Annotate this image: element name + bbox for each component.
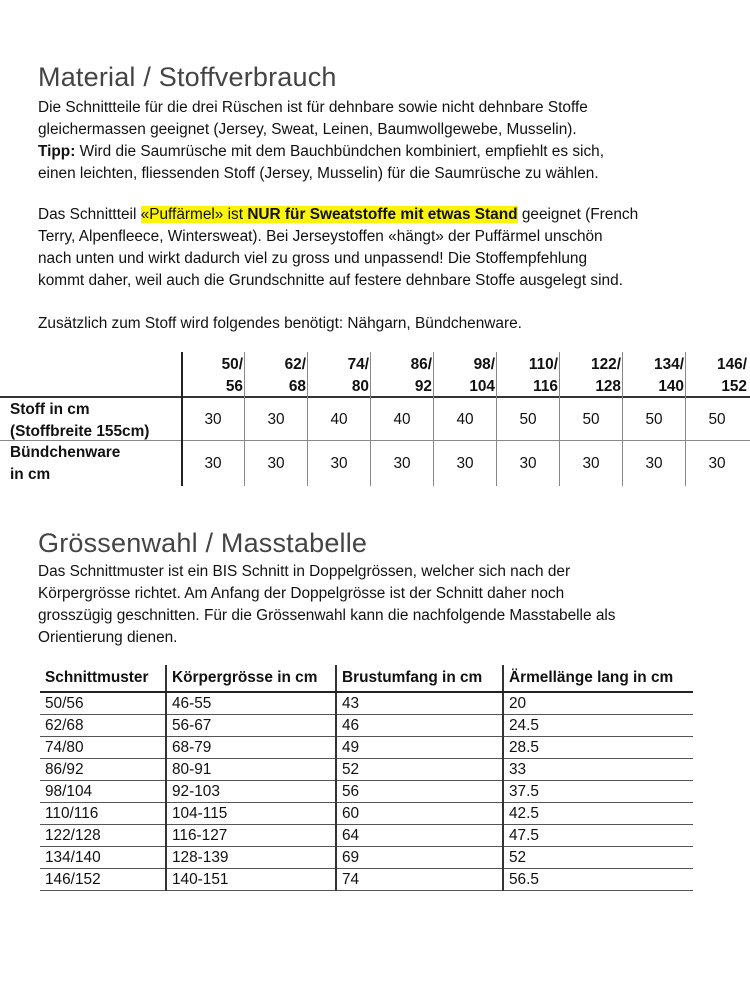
column-header: Schnittmuster xyxy=(40,665,166,692)
table-cell: 24.5 xyxy=(503,715,693,737)
table-cell: 98/104 xyxy=(40,781,166,803)
text-line: Orientierung dienen. xyxy=(38,629,178,646)
text-line: gleichermassen geeignet (Jersey, Sweat, Leinen, Baumwollgewebe, Musselin). xyxy=(38,121,577,138)
table-cell: 52 xyxy=(503,847,693,869)
sizes-paragraph xyxy=(38,561,616,649)
table-cell: 49 xyxy=(336,737,503,759)
size-column-header: 122/ 128 xyxy=(591,356,621,395)
size-column-header: 86/ 92 xyxy=(410,356,432,395)
text-suffix: geeignet (French xyxy=(517,206,639,223)
table-cell: 20 xyxy=(503,692,693,715)
table-cell: 30 xyxy=(582,455,600,472)
text-line: grosszügig geschnitten. Für die Grössenwahl kann die nachfolgende Masstabelle als xyxy=(38,607,616,624)
table-cell: 50/56 xyxy=(40,692,166,715)
table-cell: 92-103 xyxy=(166,781,336,803)
size-column-header: 50/ 56 xyxy=(221,356,243,395)
text-line: nach unten und wirkt dadurch viel zu gross und unpassend! Die Stoffempfehlung xyxy=(38,250,587,267)
table-cell: 56 xyxy=(336,781,503,803)
table-cell: 60 xyxy=(336,803,503,825)
table-cell: 30 xyxy=(204,411,222,428)
text-line: einen leichten, fliessenden Stoff (Jersey, Musselin) für die Saumrüsche zu wählen. xyxy=(38,165,599,182)
column-header: Ärmellänge lang in cm xyxy=(503,665,693,692)
table-row xyxy=(40,759,693,781)
tip-text: Wird die Saumrüsche mit dem Bauchbündchen kombiniert, empfiehlt es sich, xyxy=(75,143,604,160)
size-column-header: 98/ 104 xyxy=(469,356,495,395)
table-cell: 46 xyxy=(336,715,503,737)
table-header-row xyxy=(40,665,693,692)
table-cell: 50 xyxy=(519,411,537,428)
table-cell: 110/116 xyxy=(40,803,166,825)
table-cell: 128-139 xyxy=(166,847,336,869)
table-cell: 47.5 xyxy=(503,825,693,847)
text-line: Zusätzlich zum Stoff wird folgendes benötigt: Nähgarn, Bündchenware. xyxy=(38,315,522,332)
table-row xyxy=(40,781,693,803)
tip-label: Tipp: xyxy=(38,143,76,160)
highlight-text xyxy=(141,206,518,223)
size-column-header: 74/ 80 xyxy=(347,356,369,395)
table-cell: 40 xyxy=(393,411,411,428)
tip-line xyxy=(38,141,604,163)
text-prefix: Das Schnittteil xyxy=(38,206,141,223)
material-heading: Material / Stoffverbrauch xyxy=(38,62,337,92)
table-cell: 56.5 xyxy=(503,869,693,891)
text-line: Das Schnittmuster ist ein BIS Schnitt in Doppelgrössen, welcher sich nach der xyxy=(38,563,571,580)
table-cell: 30 xyxy=(456,455,474,472)
text-line: Körpergrösse richtet. Am Anfang der Doppelgrösse ist der Schnitt daher noch xyxy=(38,585,565,602)
table-cell: 68-79 xyxy=(166,737,336,759)
table-cell: 40 xyxy=(456,411,474,428)
table-row xyxy=(40,692,693,715)
table-cell: 33 xyxy=(503,759,693,781)
table-cell: 86/92 xyxy=(40,759,166,781)
row-label-ribbing: Bündchenware in cm xyxy=(10,444,121,483)
table-cell: 52 xyxy=(336,759,503,781)
table-row xyxy=(40,715,693,737)
table-cell: 30 xyxy=(708,455,726,472)
material-paragraph-3 xyxy=(38,313,522,335)
table-cell: 30 xyxy=(267,455,285,472)
size-column-header: 146/ 152 xyxy=(717,356,747,395)
table-cell: 140-151 xyxy=(166,869,336,891)
table-cell: 134/140 xyxy=(40,847,166,869)
table-cell: 122/128 xyxy=(40,825,166,847)
table-cell: 146/152 xyxy=(40,869,166,891)
measurement-table xyxy=(40,665,693,891)
material-paragraph-1 xyxy=(38,97,604,185)
table-cell: 30 xyxy=(330,455,348,472)
table-cell: 69 xyxy=(336,847,503,869)
text-line: kommt daher, weil auch die Grundschnitte auf festere dehnbare Stoffe ausgelegt sind. xyxy=(38,272,623,289)
highlight-normal: «Puffärmel» ist xyxy=(140,206,248,223)
table-cell: 116-127 xyxy=(166,825,336,847)
table-cell: 74 xyxy=(336,869,503,891)
text-line: Terry, Alpenfleece, Wintersweat). Bei Jerseystoffen «hängt» der Puffärmel unschön xyxy=(38,228,603,245)
table-row xyxy=(40,803,693,825)
table-row xyxy=(40,737,693,759)
size-column-header: 134/ 140 xyxy=(654,356,684,395)
fabric-consumption-table xyxy=(0,352,750,488)
table-cell: 43 xyxy=(336,692,503,715)
table-cell: 30 xyxy=(204,455,222,472)
column-header: Brustumfang in cm xyxy=(336,665,503,692)
highlight-bold: NUR für Sweatstoffe mit etwas Stand xyxy=(247,206,518,223)
table-cell: 50 xyxy=(582,411,600,428)
table-cell: 30 xyxy=(267,411,285,428)
table-cell: 64 xyxy=(336,825,503,847)
table-row xyxy=(40,847,693,869)
table-cell: 37.5 xyxy=(503,781,693,803)
table-cell: 80-91 xyxy=(166,759,336,781)
table-cell: 28.5 xyxy=(503,737,693,759)
table-cell: 30 xyxy=(519,455,537,472)
table-cell: 40 xyxy=(330,411,348,428)
text-line: Die Schnittteile für die drei Rüschen ist für dehnbare sowie nicht dehnbare Stoffe xyxy=(38,99,588,116)
highlight-line xyxy=(38,204,638,226)
table-row xyxy=(40,869,693,891)
table-cell: 46-55 xyxy=(166,692,336,715)
table-cell: 104-115 xyxy=(166,803,336,825)
table-cell: 50 xyxy=(708,411,726,428)
column-header: Körpergrösse in cm xyxy=(166,665,336,692)
size-column-header: 62/ 68 xyxy=(284,356,306,395)
row-label-fabric: Stoff in cm (Stoffbreite 155cm) xyxy=(10,401,150,440)
table-cell: 74/80 xyxy=(40,737,166,759)
material-paragraph-2 xyxy=(38,204,638,292)
table-cell: 50 xyxy=(645,411,663,428)
table-cell: 56-67 xyxy=(166,715,336,737)
table-row xyxy=(40,825,693,847)
table-cell: 62/68 xyxy=(40,715,166,737)
size-column-header: 110/ 116 xyxy=(528,356,558,395)
sizes-heading: Grössenwahl / Masstabelle xyxy=(38,528,368,558)
table-cell: 30 xyxy=(393,455,411,472)
table-cell: 42.5 xyxy=(503,803,693,825)
table-cell: 30 xyxy=(645,455,663,472)
